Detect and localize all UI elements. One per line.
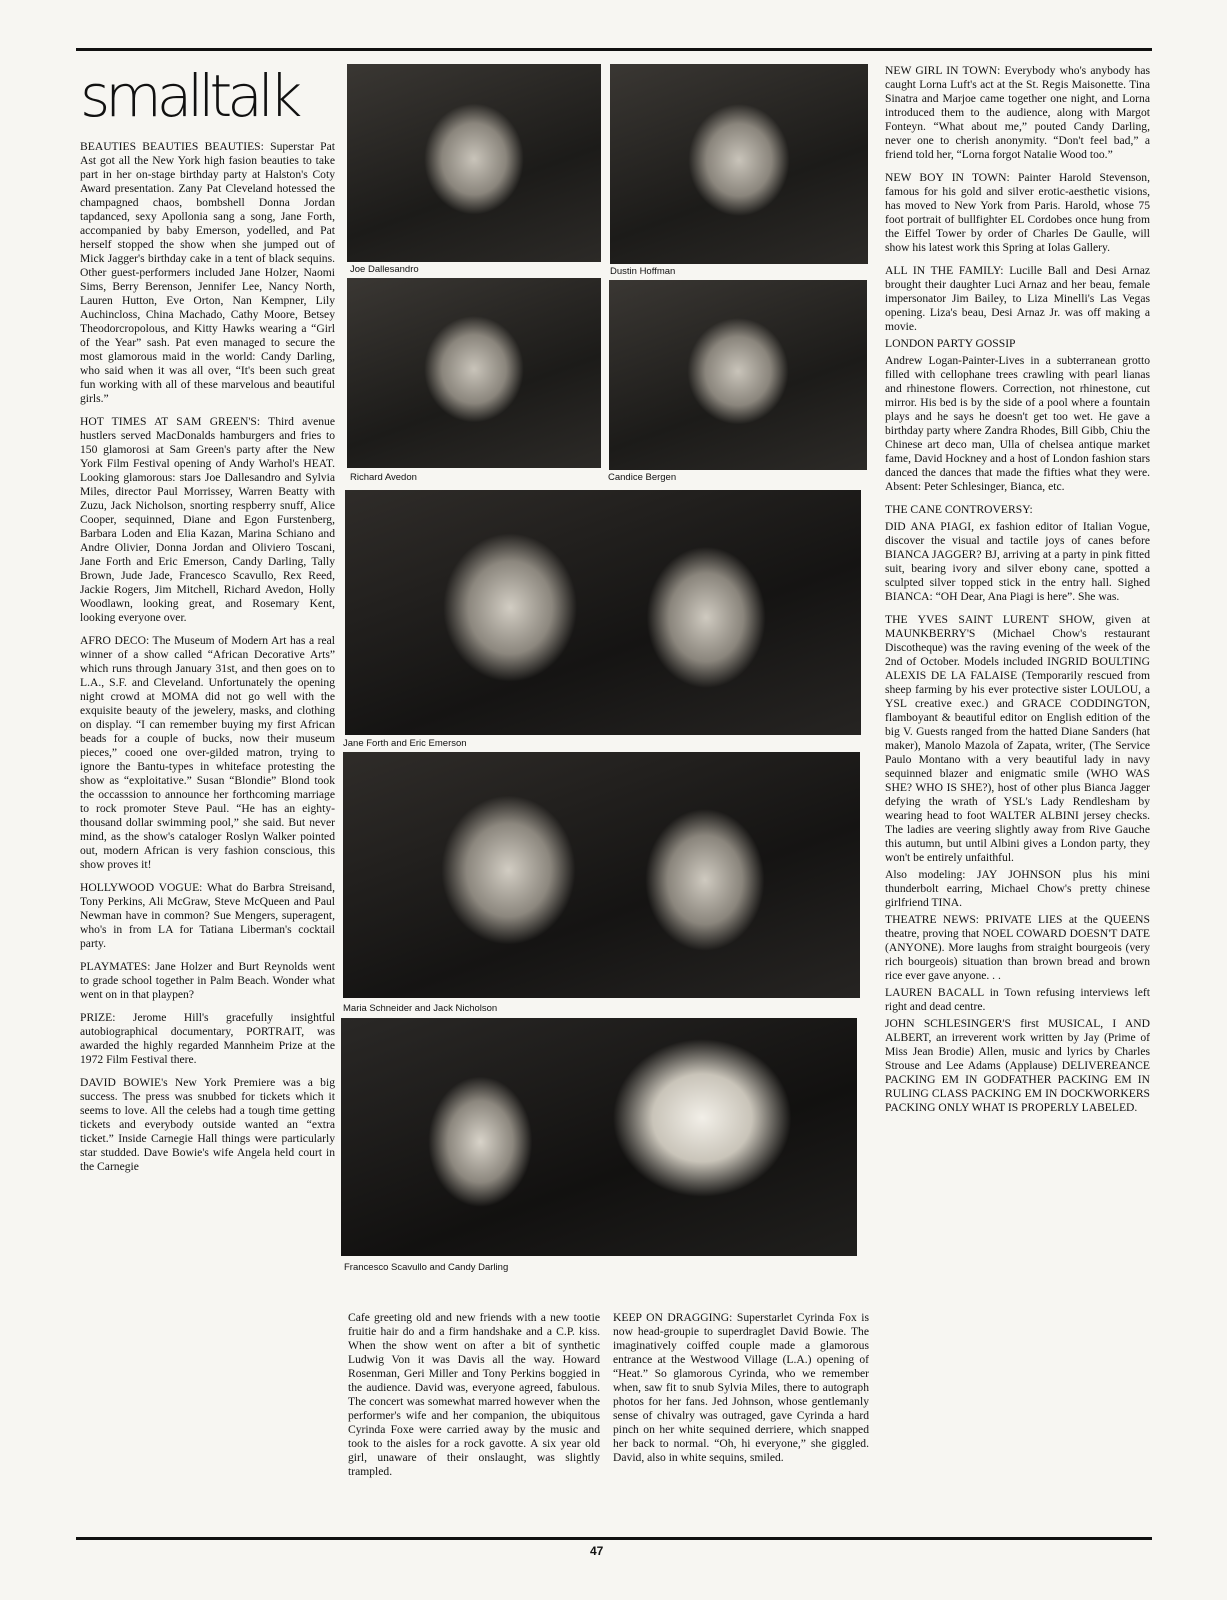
photo-francesco-scavullo-candy-darling [341, 1018, 857, 1256]
photo-richard-avedon [347, 278, 601, 468]
right-column [885, 64, 1150, 1118]
item-playmates: PLAYMATES: Jane Holzer and Burt Reynolds went to grade school together in Palm Beach. Wonder what went on in that playpen? [80, 960, 335, 1001]
item-london-party-gossip: Andrew Logan-Painter-Lives in a subterranean grotto filled with cellophane trees crawling with pearl lianas and rhinestone flowers. Correction, not rhinestone, cut mirror. His bed is by the side of a pool where a fountain plays and he says he doesn't get too wet. He gave a birthday party where Zandra Rhodes, Bill Gibb, Chiu the Chinese art deco man, Ulla of chelsea antique market fame, David Hockney and a host of London fashion stars danced the dances that made the fifties what they were. Absent: Peter Schlesinger, Bianca, etc. [885, 354, 1150, 493]
item-new-boy-in-town: NEW BOY IN TOWN: Painter Harold Stevenson, famous for his gold and silver erotic-aesthetic visions, has moved to New York from Paris. Harold, whose 75 foot portrait of bullfighter EL Cordobes once hung from the Eiffel Tower by order of Charles De Gaulle, will show his latest work this Spring at Iolas Gallery. [885, 171, 1150, 254]
caption-francesco-scavullo-candy-darling: Francesco Scavullo and Candy Darling [344, 1262, 509, 1273]
item-all-in-the-family: ALL IN THE FAMILY: Lucille Ball and Desi Arnaz brought their daughter Luci Arnaz and her beau, female impersonator Jim Bailey, to Liza Minelli's Las Vegas opening. Liza's beau, Desi Arnaz Jr. was off making a movie. [885, 264, 1150, 333]
heading-cane-controversy: THE CANE CONTROVERSY: [885, 503, 1033, 516]
keep-on-dragging-column [613, 1311, 869, 1474]
photo-dustin-hoffman [610, 64, 868, 264]
caption-joe-dallesandro: Joe Dallesandro [350, 264, 419, 275]
item-prize: PRIZE: Jerome Hill's gracefully insightful autobiographical documentary, PORTRAIT, was awarded the highly regarded Mannheim Prize at the 1972 Film Festival there. [80, 1011, 335, 1066]
item-lauren-bacall: LAUREN BACALL in Town refusing interviews left right and dead centre. [885, 986, 1150, 1013]
caption-jane-forth-eric-emerson: Jane Forth and Eric Emerson [343, 738, 467, 749]
photo-maria-schneider-jack-nicholson [343, 752, 860, 998]
item-hollywood-vogue: HOLLYWOOD VOGUE: What do Barbra Streisand, Tony Perkins, Ali McGraw, Steve McQueen and Paul Newman have in common? Sue Mengers, superagent, who's in from LA for Tatiana Liberman's cocktail party. [80, 881, 335, 950]
item-theatre-news: THEATRE NEWS: PRIVATE LIES at the QUEENS theatre, proving that NOEL COWARD DOESN'T DATE (ANYONE). More laughs from straight bourgeois (very rich bourgeois) situation than brown bread and brown rice ever gave anyone. . . [885, 913, 1150, 982]
item-bowie-continued: Cafe greeting old and new friends with a new tootie fruitie hair do and a firm handshake and a C.P. kiss. When the show went on after a bit of synthetic Ludwig Von it was Davis all the way. Howard Rosenman, Geri Miller and Tony Perkins boggied in the audience. David was, everyone agreed, fabulous. The concert was somewhat marred however when the performer's wife and her companion, the ubiquitous Cyrinda Foxe were carried away by the music and took to the aisles for a rock gavotte. A six year old girl, unaware of their onslaught, was slightly trampled. [348, 1311, 600, 1478]
caption-richard-avedon: Richard Avedon [350, 472, 417, 483]
caption-candice-bergen: Candice Bergen [608, 472, 677, 483]
item-keep-on-dragging: KEEP ON DRAGGING: Superstarlet Cyrinda Fox is now head-groupie to superdraglet David Bowie. The imaginatively coiffed couple made a glamorous entrance at the Westwood Village (L.A.) opening of “Heat.” So glamorous Cyrinda, who we remember when, saw fit to snub Sylvia Miles, there to autograph photos for her fans. Jed Johnson, whose gentlemanly sense of chivalry was outraged, gave Cyrinda a hard pinch on her white sequined derriere, which snapped her back to normal. “Oh, hi everyone,” she giggled. David, also in white sequins, smiled. [613, 1311, 869, 1464]
photo-candice-bergen [609, 280, 867, 470]
page-number: 47 [590, 1544, 604, 1558]
photo-jane-forth-eric-emerson [345, 490, 861, 735]
item-also-modeling: Also modeling: JAY JOHNSON plus his mini thunderbolt earring, Michael Chow's pretty chinese girlfriend TINA. [885, 868, 1150, 909]
item-schlesinger-musical: JOHN SCHLESINGER'S first MUSICAL, I AND ALBERT, an irreverent work written by Jay (Prime of Miss Jean Brodie) Allen, music and lyrics by Charles Strouse and Lee Adams (Applause) DELIVEREANCE PACKING EM IN GODFATHER PACKING EM IN RULING CLASS PACKING EM IN DOCKWORKERS PACKING ONLY WHAT IS PROPERLY LABELED. [885, 1017, 1150, 1114]
caption-maria-schneider-jack-nicholson: Maria Schneider and Jack Nicholson [343, 1003, 498, 1014]
photo-joe-dallesandro [347, 64, 601, 262]
item-ysl-show: THE YVES SAINT LURENT SHOW, given at MAUNKBERRY'S (Michael Chow's restaurant Discotheque) was the raving evening of the week of the 2nd of October. Models included INGRID BOULTING ALEXIS DE LA FALAISE (Temporarily rescued from sheep farming by his ever protective sister LOULOU, a YSL creative exec.) and GRACE CODDINGTON, flamboyant & beautiful editor on English edition of the big V. Guests ranged from the hatted Diane Sanders (hat maker), Manolo Mazola of Zapata, writer, (The Service Paulo Montano with a very beautiful lady in navy sequinned blazer and enigmatic smile (WHO WAS SHE? WHO IS SHE?), host of other plus Bianca Jagger defying the wrath of YSL's Lady Rendlesham by wearing head to foot WALTER ALBINI jersey checks. The ladies are veering slightly away from Rive Gauche this autumn, but until Albini gives a London party, they won't be entirely unfaithful. [885, 613, 1150, 864]
left-column [80, 140, 335, 1183]
item-hot-times: HOT TIMES AT SAM GREEN'S: Third avenue hustlers served MacDonalds hamburgers and fries to 150 glamorosi at Sam Green's party after the New York Film Festival opening of Andy Warhol's HEAT. Looking glamorous: stars Joe Dallesandro and Sylvia Miles, director Paul Morrissey, Warren Beatty with Zuzu, Jack Nicholson, snorting respberry snuff, Alice Cooper, sequinned, Diane and Egon Furstenberg, Barbara Loden and Elia Kazan, Marina Schiano and Andre Olivier, Donna Jordan and Oliviero Toscani, Jane Forth and Eric Emerson, Candy Darling, Tally Brown, Jude Jade, Francesco Scavullo, Rex Reed, Jackie Rogers, Jim Mitchell, Richard Avedon, Holly Woodlawn, looking great, and Rosemary Kent, looking everyone over. [80, 415, 335, 624]
item-afro-deco: AFRO DECO: The Museum of Modern Art has a real winner of a show called “African Decorative Arts” which runs through January 31st, and then goes on to L.A., S.F. and Cleveland. Unfortunately the opening night crowd at MOMA did not go well with the exquisite beauty of the jewelery, masks, and clothing on display. “I can remember buying my first African beads for a couple of bucks, now their museum pieces,” cooed one over-gilded matron, trying to ignore the Bantu-types in whiteface protesting the show as “exploitative.” Susan “Blondie” Blond took the occasssion to announce her forthcoming marriage to rock promoter Steve Paul. “He has an eighty-thousand dollar swimming pool,” she said. But never mind, as the show's cataloger Roslyn Walker pointed out, modern African is very fashion conscious, this show proves it! [80, 634, 335, 871]
item-david-bowie: DAVID BOWIE's New York Premiere was a big success. The press was snubbed for tickets which it seems to love. All the celebs had a tough time getting tickets and everybody outside wanted an “extra ticket.” Inside Carnegie Hall things were particularly star studded. Dave Bowie's wife Angela held court in the Carnegie [80, 1076, 335, 1173]
item-beauties: BEAUTIES BEAUTIES BEAUTIES: Superstar Pat Ast got all the New York high fasion beauties to take part in her on-stage birthday party at Halston's Coty Award presentation. Zany Pat Cleveland hotessed the champagned chaos, bombshell Donna Jordan tapdanced, sexy Apollonia sang a song, Jane Forth, accompanied by baby Emerson, yodelled, and Pat herself stopped the show when she jumped out of Mick Jagger's birthday cake in a tent of black sequins. Other guest-performers included Jane Holzer, Naomi Sims, Berry Berenson, Jennifer Lee, Nancy North, Lauren Hutton, Eve Orton, Nan Kempner, Lily Auchincloss, China Machado, Cathy Moore, Betsey Theodorcropolous, and Kitty Hawks wearing a “Girl of the Year” sash. Pat even managed to secure the most glamorous maid in the world: Candy Darling, who said when it was all over, “It's been such great fun working with all of these marvelous and beautiful girls.” [80, 140, 335, 405]
item-new-girl-in-town: NEW GIRL IN TOWN: Everybody who's anybody has caught Lorna Luft's act at the St. Regis Maisonette. Tina Sinatra and Marjoe came together one night, and Lorna introduced them to the audience, along with Margot Fonteyn. “What about me,” pouted Candy Darling, never one to cherish anonymity. “Don't feel bad,” a friend told her, “Lorna forgot Natalie Wood too.” [885, 64, 1150, 161]
masthead-title: smalltalk [80, 62, 298, 130]
top-rule [76, 48, 1152, 51]
heading-london-party-gossip: LONDON PARTY GOSSIP [885, 337, 1016, 350]
item-cane-controversy: DID ANA PIAGI, ex fashion editor of Italian Vogue, discover the visual and tactile joys of canes before BIANCA JAGGER? BJ, arriving at a party in pink fitted suit, bearing ivory and silver ebony cane, spotted a sculpted silver topped stick in the entry hall. Sighed BIANCA: “OH Dear, Ana Piagi is here”. She was. [885, 520, 1150, 603]
bottom-rule [76, 1537, 1152, 1540]
bowie-continued-column [348, 1311, 600, 1488]
caption-dustin-hoffman: Dustin Hoffman [610, 266, 676, 277]
